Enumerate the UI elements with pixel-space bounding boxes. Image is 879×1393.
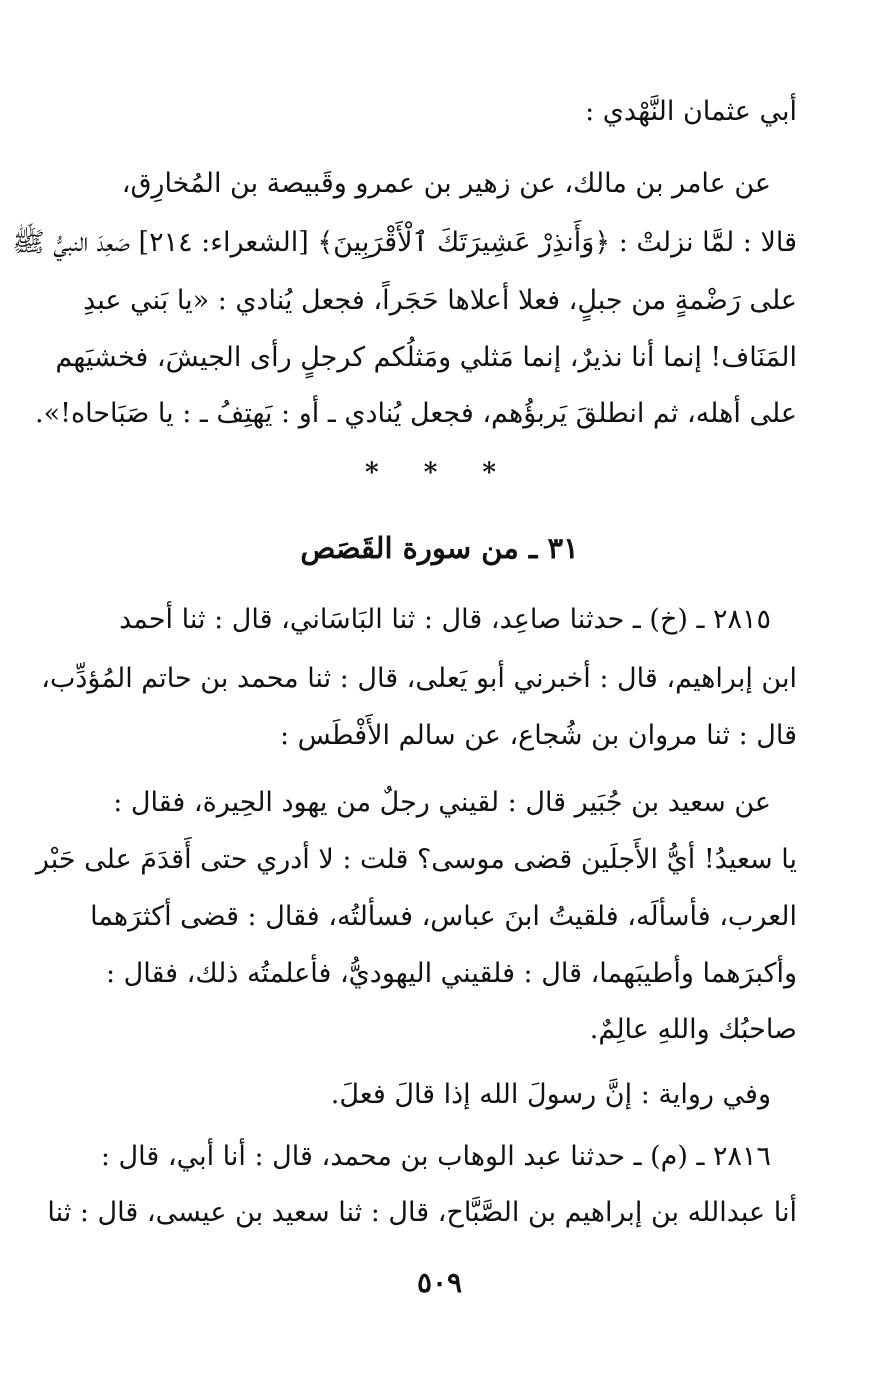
text-line: عن سعيد بن جُبَير قال : لقيني رجلٌ من يهود الحِيرة، فقال : — [113, 787, 771, 818]
text-line: أنا عبدالله بن إبراهيم بن الصَّبَّاح، قال : ثنا سعيد بن عيسى، قال : ثنا — [47, 1197, 797, 1228]
text-line: وفي رواية : إنَّ رسولَ الله إذا قالَ فعلَ. — [330, 1079, 771, 1110]
text-line: قالا : لمَّا نزلتْ : ﴿وَأَنذِرْ عَشِيرَتَكَ ٱلْأَقْرَبِينَ﴾ [الشعراء: ٢١٤] صَعِدَ النبيُّ ﷺ — [12, 227, 797, 258]
text-line: على أهله، ثم انطلقَ يَربؤُهم، فجعل يُنادي ـ أو : يَهتِفُ ـ : يا صَبَاحاه!». — [35, 398, 797, 429]
section-separator: * * * — [365, 458, 514, 488]
section-heading: ٣١ ـ من سورة القَصَص — [300, 531, 579, 565]
text-line: صاحبُك واللهِ عالِمٌ. — [589, 1014, 797, 1045]
text-line: عن عامر بن مالك، عن زهير بن عمرو وقَبيصة بن المُخارِق، — [121, 168, 771, 199]
text-line: قال : ثنا مروان بن شُجاع، عن سالم الأَفْطَس : — [279, 720, 797, 751]
text-line: العرب، فأسألَه، فلقيتُ ابنَ عباس، فسألتُه، فقال : قضى أكثرَهما — [90, 901, 797, 932]
text-line: أبي عثمان النَّهْدي : — [585, 96, 797, 127]
text-line: وأكبرَهما وأطيبَهما، قال : فلقيني اليهوديُّ، فأعلمتُه ذلك، فقال : — [105, 958, 797, 989]
text-line: ٢٨١٥ ـ (خ) ـ حدثنا صاعِد، قال : ثنا البَاسَاني، قال : ثنا أحمد — [119, 604, 771, 635]
text-line: ٢٨١٦ ـ (م) ـ حدثنا عبد الوهاب بن محمد، قال : أنا أبي، قال : — [100, 1141, 771, 1172]
text-line: ابن إبراهيم، قال : أخبرني أبو يَعلى، قال : ثنا محمد بن حاتم المُؤدِّب، — [41, 663, 797, 694]
text-line: المَنَاف! إنما أنا نذيرٌ، إنما مَثلي ومَثلُكم كرجلٍ رأى الجيشَ، فخشيَهم — [55, 342, 797, 373]
page-number: ٥٠٩ — [416, 1266, 463, 1299]
text-line: على رَضْمةٍ من جبلٍ، فعلا أعلاها حَجَراً، فجعل يُنادي : «يا بَني عبدِ — [83, 285, 797, 316]
text-line: يا سعيدُ! أيُّ الأَجلَين قضى موسى؟ قلت : لا أدري حتى أَقدَمَ على حَبْر — [35, 844, 797, 875]
